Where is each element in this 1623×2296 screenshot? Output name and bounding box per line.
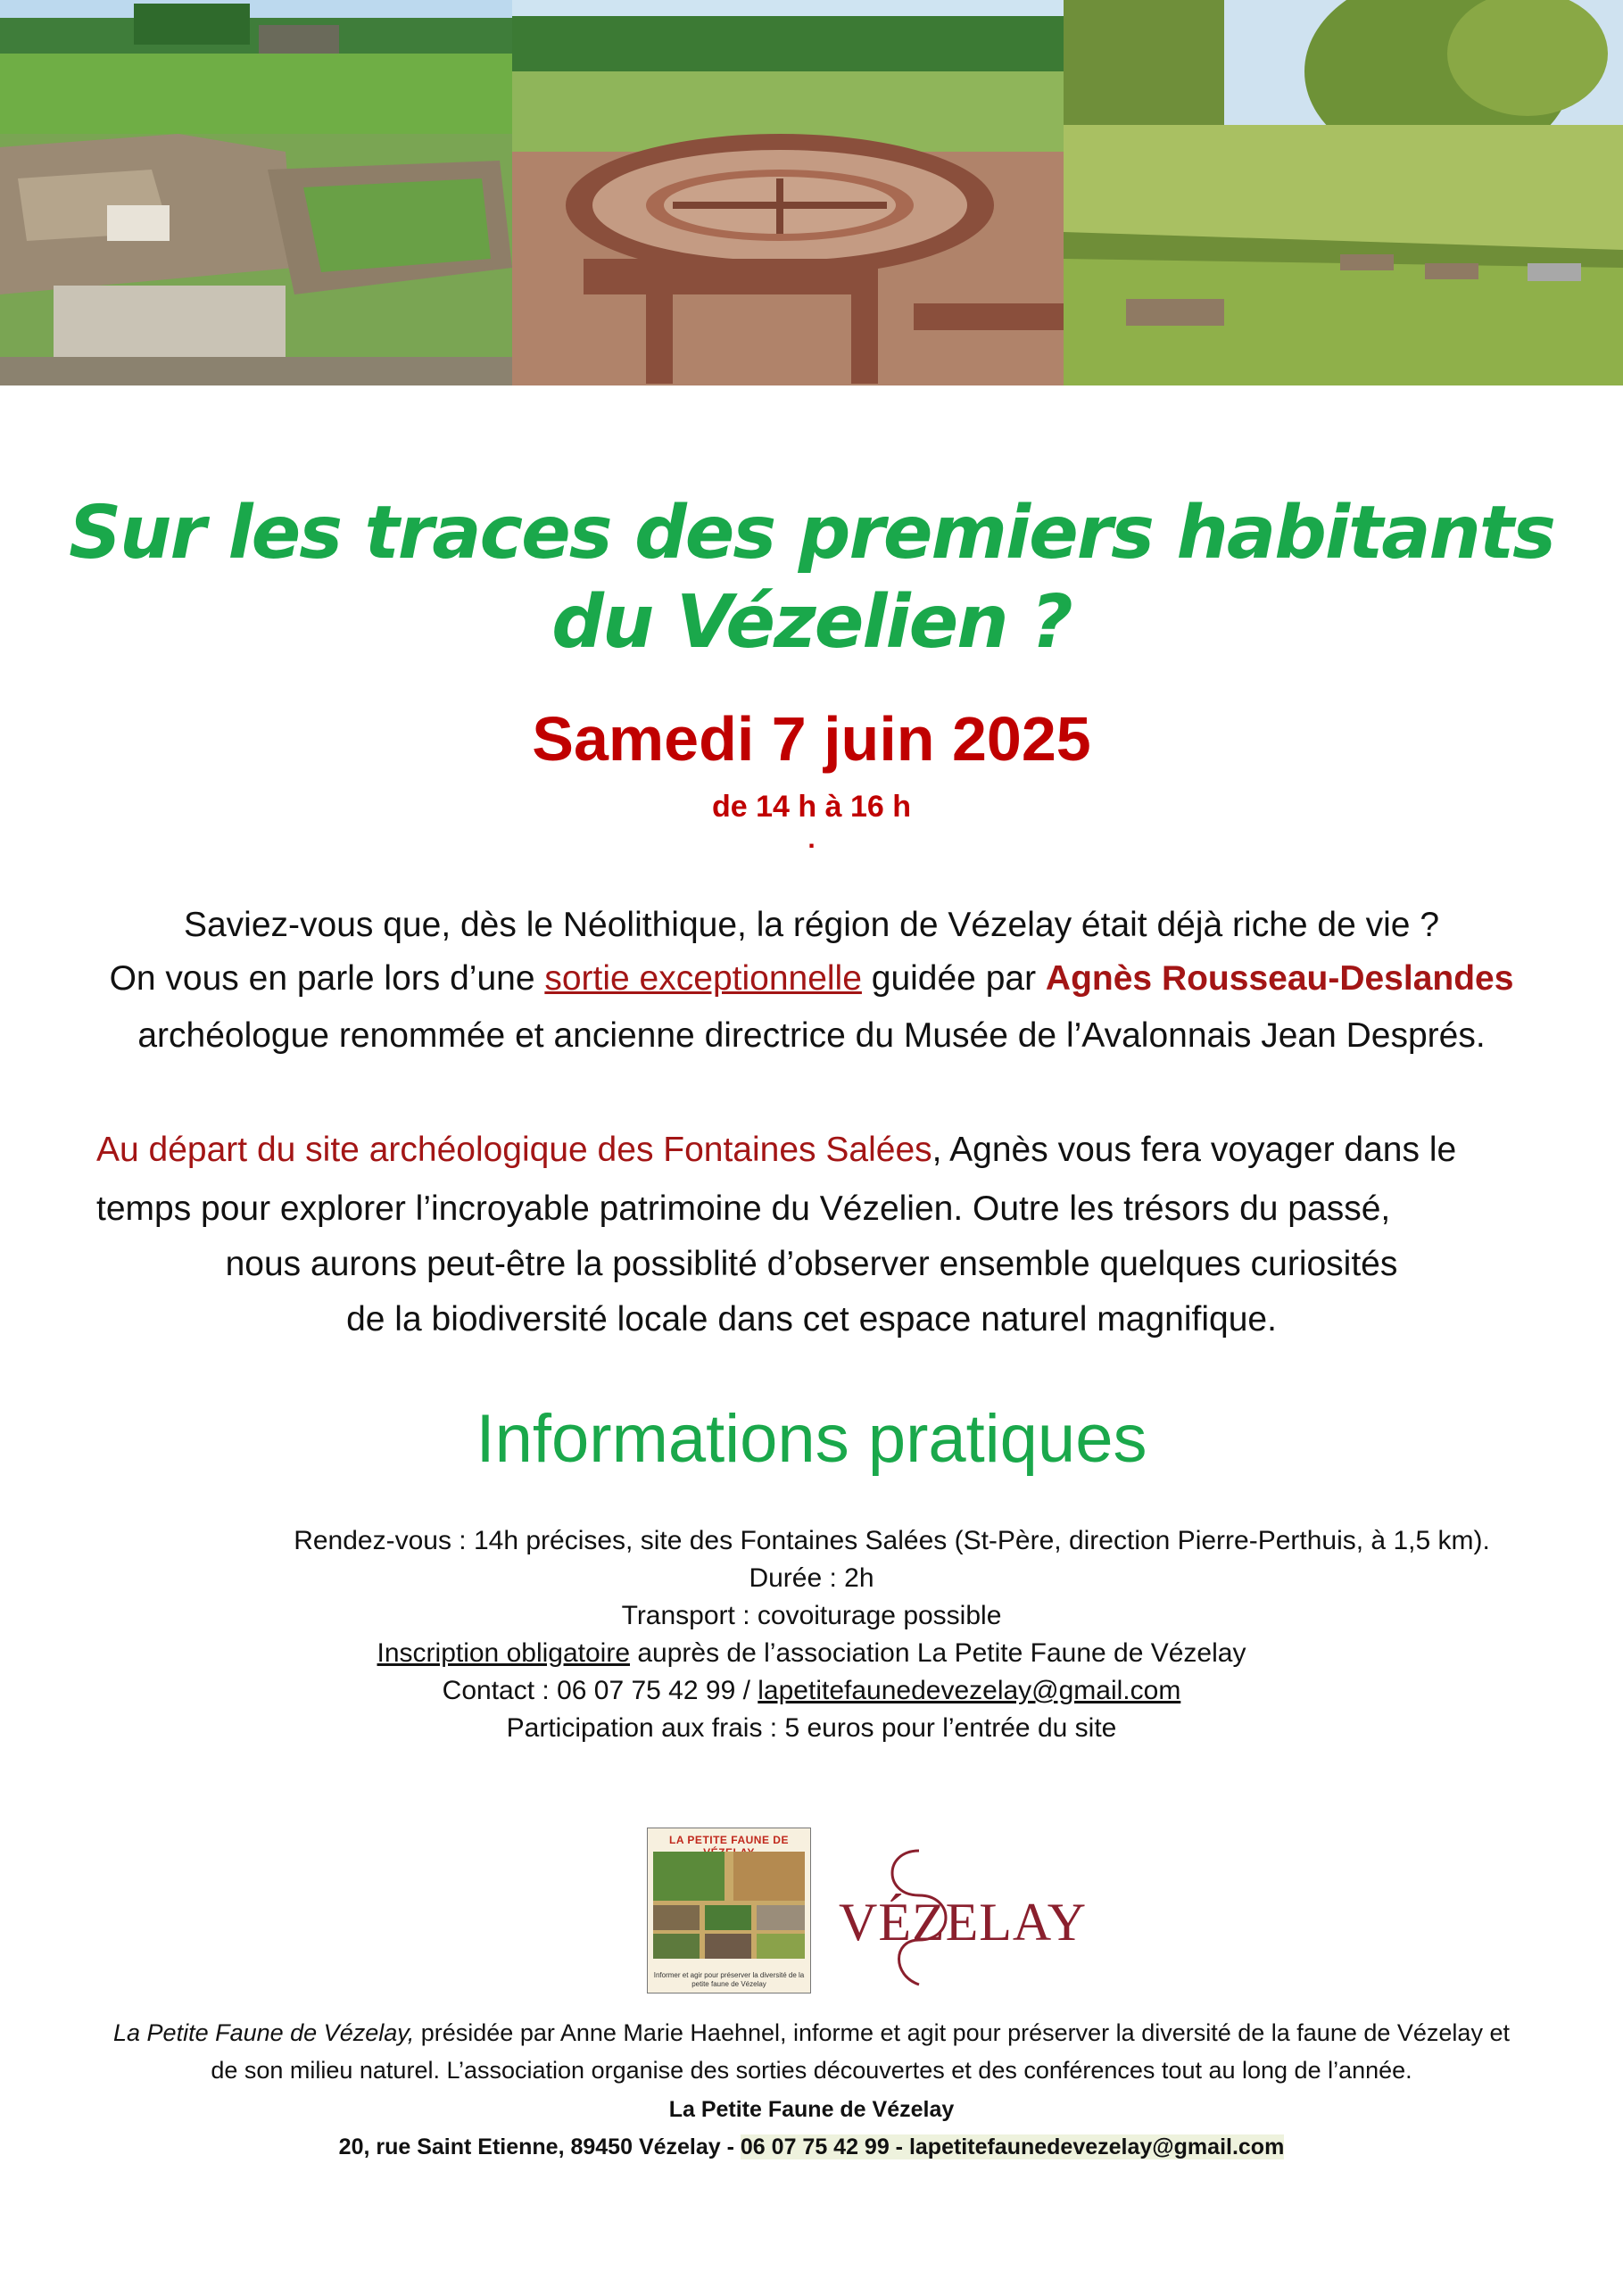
paragraph-2-line-2: temps pour explorer l’incroyable patrimoine du Vézelien. Outre les trésors du passé, bbox=[96, 1189, 1391, 1228]
intro-line-1: Saviez-vous que, dès le Néolithique, la région de Vézelay était déjà riche de vie ? bbox=[183, 906, 1440, 944]
vezelay-logo-text: VÉZELAY bbox=[839, 1893, 1088, 1952]
info-transport: Transport : covoiturage possible bbox=[621, 1601, 1002, 1630]
paragraph-2-line-3: nous aurons peut-être la possiblité d’observer ensemble quelques curiosités bbox=[225, 1245, 1398, 1283]
paragraph-2-line-1 bbox=[96, 1126, 1456, 1174]
photo-thermal-baths bbox=[0, 0, 512, 385]
info-duration: Durée : 2h bbox=[749, 1563, 874, 1593]
footer-org-name: La Petite Faune de Vézelay bbox=[668, 2097, 955, 2122]
page-title-line-2: du Vézelien ? bbox=[551, 580, 1072, 665]
info-heading: Informations pratiques bbox=[476, 1401, 1147, 1477]
photo-circular-ruins bbox=[512, 0, 1064, 385]
petite-faune-logo bbox=[647, 1828, 811, 1993]
footer-line-1-rest: présidée par Anne Marie Haehnel, informe et agit pour préserver la diversité de la faune de Vézelay et bbox=[414, 2019, 1510, 2046]
footer-phone-email: 06 07 75 42 99 - lapetitefaunedevezelay@gmail.com bbox=[740, 2134, 1285, 2159]
event-date: Samedi 7 juin 2025 bbox=[532, 704, 1091, 774]
footer-association-name: La Petite Faune de Vézelay, bbox=[113, 2019, 415, 2046]
paragraph-2-line-1-rest: , Agnès vous fera voyager dans le bbox=[932, 1131, 1457, 1169]
info-participation: Participation aux frais : 5 euros pour l’entrée du site bbox=[506, 1713, 1117, 1743]
photo-salt-springs-meadow bbox=[1064, 0, 1623, 385]
petite-faune-logo-title: LA PETITE FAUNE DE bbox=[669, 1834, 789, 1846]
outing-link[interactable]: sortie exceptionnelle bbox=[544, 959, 862, 998]
registration-rest: auprès de l’association La Petite Faune de Vézelay bbox=[630, 1638, 1246, 1668]
intro-line-2-prefix: On vous en parle lors d’une bbox=[109, 959, 545, 998]
guide-name: Agnès Rousseau-Deslandes bbox=[1045, 959, 1514, 998]
contact-email-link[interactable]: lapetitefaunedevezelay@gmail.com bbox=[758, 1676, 1181, 1705]
info-rendezvous: Rendez-vous : 14h précises, site des Fontaines Salées (St-Père, direction Pierre-Perthuis, à 1,5 km). bbox=[294, 1526, 1490, 1555]
intro-line-2 bbox=[0, 955, 1623, 1003]
page-title-line-1: Sur les traces des premiers habitants bbox=[69, 491, 1554, 576]
contact-phone: Contact : 06 07 75 42 99 / bbox=[442, 1676, 758, 1705]
petite-faune-logo-collage bbox=[653, 1852, 805, 1959]
intro-line-3: archéologue renommée et ancienne directrice du Musée de l’Avalonnais Jean Després. bbox=[137, 1016, 1486, 1055]
intro-line-2-mid: guidée par bbox=[861, 959, 1046, 998]
paragraph-2-line-4: de la biodiversité locale dans cet espace naturel magnifique. bbox=[346, 1300, 1277, 1339]
registration-link[interactable]: Inscription obligatoire bbox=[377, 1638, 631, 1668]
event-time: de 14 h à 16 h bbox=[712, 790, 911, 824]
petite-faune-logo-caption: Informer et agir pour préserver la diversité de la petite faune de Vézelay bbox=[653, 1971, 805, 1988]
site-name: Au départ du site archéologique des Fontaines Salées bbox=[96, 1131, 932, 1169]
info-contact bbox=[0, 1672, 1623, 1710]
vezelay-logo bbox=[830, 1842, 1088, 1993]
footer-line-1 bbox=[0, 2015, 1623, 2051]
footer-address bbox=[0, 2129, 1623, 2165]
footer-street: 20, rue Saint Etienne, 89450 Vézelay - bbox=[338, 2134, 741, 2159]
footer-line-2: de son milieu naturel. L’association organise des sorties découvertes et des conférences tout au long de l’année. bbox=[211, 2057, 1412, 2084]
info-registration bbox=[0, 1635, 1623, 1672]
separator-mark: . bbox=[807, 825, 816, 854]
